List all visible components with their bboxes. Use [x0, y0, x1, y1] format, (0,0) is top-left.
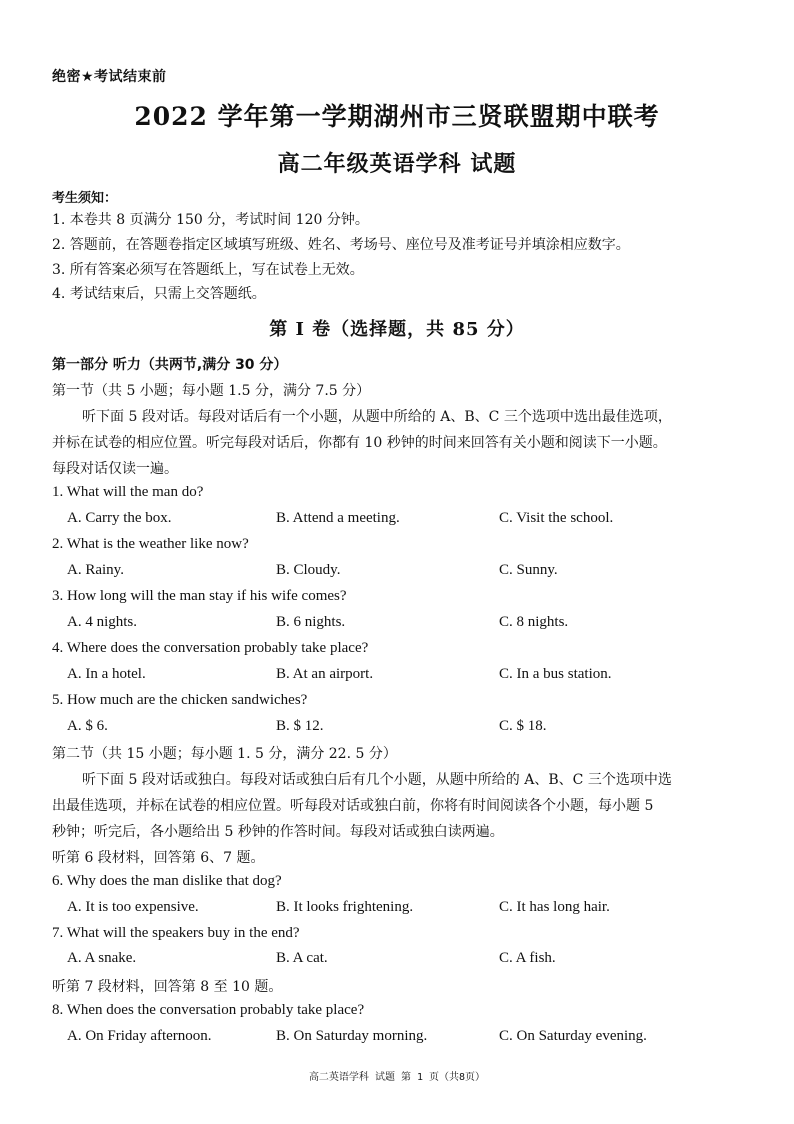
option-b: B. Attend a meeting. [276, 510, 400, 526]
directions-line: 出最佳选项，并标在试卷的相应位置。听每段对话或独白前，你将有时间阅读各个小题，每小题 5 [52, 798, 654, 814]
question-stem: 1. What will the man do? [52, 484, 204, 500]
option-a: A. $ 6. [67, 718, 108, 734]
directions-line: 每段对话仅读一遍。 [52, 461, 178, 477]
instruction-item: 4. 考试结束后，只需上交答题纸。 [52, 286, 266, 302]
instructions-heading: 考生须知： [52, 191, 118, 206]
option-a: A. 4 nights. [67, 614, 138, 630]
page-footer: 高二英语学科 试题 第 1 页（共8页） [308, 1072, 486, 1083]
question-stem: 4. Where does the conversation probably take place? [52, 640, 369, 656]
option-a: A. It is too expensive. [67, 899, 199, 915]
exam-subtitle: 高二年级英语学科 试题 [277, 151, 517, 177]
question-stem: 2. What is the weather like now? [52, 536, 249, 552]
confidential-label: 绝密★考试结束前 [52, 69, 167, 85]
question-stem: 7. What will the speakers buy in the end? [52, 925, 300, 941]
option-a: A. Rainy. [67, 562, 124, 578]
option-b: B. It looks frightening. [276, 899, 414, 915]
instruction-item: 3. 所有答案必须写在答题纸上，写在试卷上无效。 [52, 262, 364, 278]
exam-title: 2022 学年第一学期湖州市三贤联盟期中联考 [134, 102, 660, 131]
option-a: A. A snake. [67, 950, 137, 966]
option-b: B. On Saturday morning. [276, 1028, 428, 1044]
directions-line: 听下面 5 段对话或独白。每段对话或独白后有几个小题，从题中所给的 A、B、C 三个选项中选 [82, 772, 672, 788]
directions-line: 秒钟；听完后，各小题给出 5 秒钟的作答时间。每段对话或独白读两遍。 [52, 824, 504, 840]
part-heading: 第一部分 听力（共两节,满分 30 分） [52, 357, 288, 373]
option-c: C. Sunny. [499, 562, 558, 578]
section-heading: 第一节（共 5 小题；每小题 1.5 分，满分 7.5 分） [52, 383, 371, 399]
directions-line: 听下面 5 段对话。每段对话后有一个小题，从题中所给的 A、B、C 三个选项中选出最佳选项， [82, 409, 672, 425]
option-b: B. Cloudy. [276, 562, 341, 578]
option-b: B. A cat. [276, 950, 328, 966]
option-a: A. On Friday afternoon. [67, 1028, 212, 1044]
question-stem: 8. When does the conversation probably take place? [52, 1002, 365, 1018]
instruction-item: 1. 本卷共 8 页满分 150 分，考试时间 120 分钟。 [52, 212, 369, 228]
option-c: C. On Saturday evening. [499, 1028, 647, 1044]
option-b: B. At an airport. [276, 666, 374, 682]
option-c: C. 8 nights. [499, 614, 569, 630]
volume-title: 第 I 卷（选择题，共 85 分） [269, 319, 525, 340]
option-c: C. Visit the school. [499, 510, 614, 526]
option-a: A. Carry the box. [67, 510, 172, 526]
question-stem: 6. Why does the man dislike that dog? [52, 873, 282, 889]
directions-line: 并标在试卷的相应位置。听完每段对话后，你都有 10 秒钟的时间来回答有关小题和阅读下一小题。 [52, 435, 667, 451]
option-c: C. It has long hair. [499, 899, 610, 915]
option-b: B. $ 12. [276, 718, 324, 734]
material-instruction: 听第 6 段材料，回答第 6、7 题。 [52, 850, 265, 866]
option-b: B. 6 nights. [276, 614, 346, 630]
section-heading: 第二节（共 15 小题；每小题 1. 5 分，满分 22. 5 分） [52, 746, 397, 762]
option-a: A. In a hotel. [67, 666, 146, 682]
option-c: C. $ 18. [499, 718, 547, 734]
instruction-item: 2. 答题前，在答题卷指定区域填写班级、姓名、考场号、座位号及准考证号并填涂相应数字。 [52, 237, 630, 253]
question-stem: 5. How much are the chicken sandwiches? [52, 692, 308, 708]
material-instruction: 听第 7 段材料，回答第 8 至 10 题。 [52, 979, 283, 995]
option-c: C. In a bus station. [499, 666, 612, 682]
option-c: C. A fish. [499, 950, 556, 966]
question-stem: 3. How long will the man stay if his wife comes? [52, 588, 347, 604]
